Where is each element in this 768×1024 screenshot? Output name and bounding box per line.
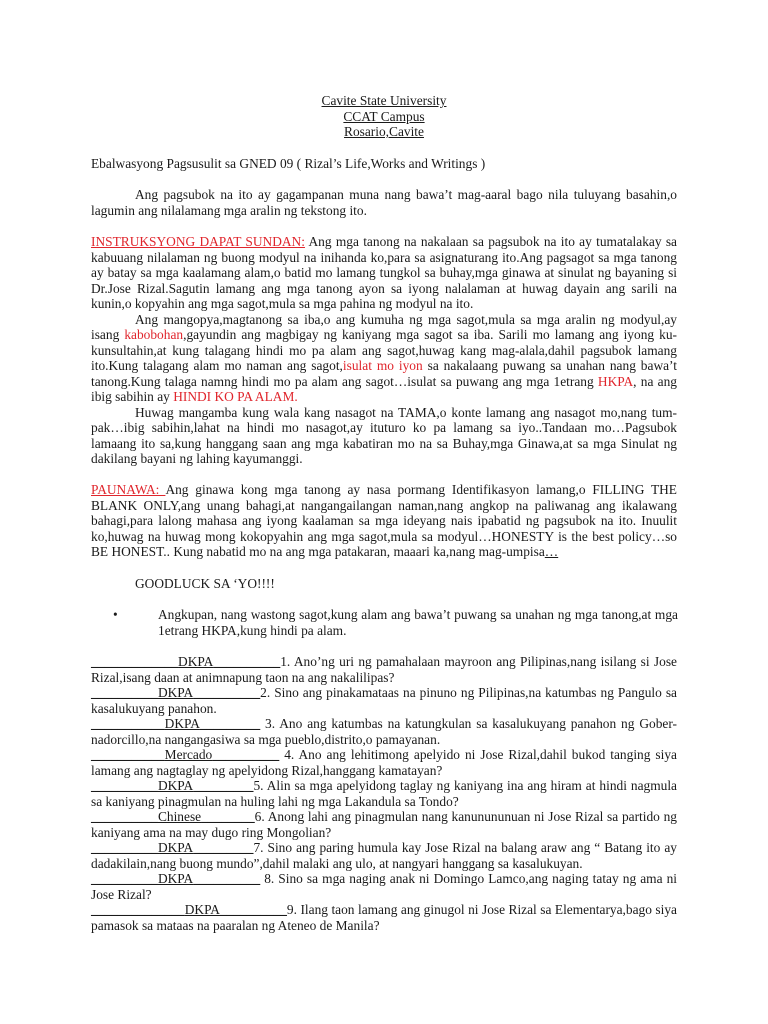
paunawa-ellipsis: … bbox=[544, 544, 559, 559]
instructions-paragraph-1 bbox=[91, 234, 677, 312]
answer-blank-trailing: _________ bbox=[199, 716, 261, 731]
question-text: 7. Sino ang paring humula kay Jose Rizal na balang araw ang “ Batang ito ay dadakilain,nang buong mundo”,dahil malaki ang ulo, at nangyari hanggang sa kasalukuyan. bbox=[91, 840, 677, 871]
answer-blank-trailing: __________ bbox=[212, 747, 280, 762]
instructions-text-2c: sa nakalaang puwang sa unahan nang bawa’t tanong.Kung talaga namng hindi mo pa alam ang sagot…isulat sa puwang ang mga 1etrang bbox=[91, 358, 677, 389]
campus-location: Rosario,Cavite bbox=[344, 124, 424, 139]
exam-title: Ebalwasyong Pagsusulit sa GNED 09 ( Rizal’s Life,Works and Writings ) bbox=[91, 156, 486, 171]
answer-field[interactable]: DKPA bbox=[157, 685, 194, 700]
answer-blank-leading: __________ bbox=[91, 840, 158, 855]
document-header bbox=[0, 93, 768, 140]
answer-field[interactable]: DKPA bbox=[164, 716, 200, 731]
question-text: 1. Ano’ng uri ng pamahalaan mayroon ang Pilipinas,nang isilang si Jose Rizal,isang daan at animnapung taon na ang nakalilipas? bbox=[91, 654, 677, 685]
question-item bbox=[91, 809, 677, 840]
paunawa-text: Ang ginawa kong mga tanong ay nasa pormang Identifikasyon lamang,o FILLING THE BLANK ONLY,ang unang bahagi,at nangangailangan naman,nang angkop na paliwanag ang ikalawang bahagi,para lalong mahasa ang iyong kaalaman sa mga ideyang nais ipabatid ng pagsubok na ito. Inuulit ko,huwag na huwag mong kokopyahin ang mga sagot,mula sa modyul…HONESTY is the best policy…so BE HONEST.. Kung nabatid mo na ang mga patakaran, maaari ka,nang mag-umpisa bbox=[91, 482, 677, 559]
answer-blank-trailing: ________ bbox=[201, 809, 255, 824]
question-item bbox=[91, 871, 677, 902]
answer-blank-leading: __________ bbox=[91, 871, 158, 886]
intro-paragraph bbox=[91, 187, 677, 218]
question-text: 5. Alin sa mga apelyidong taglay ng kaniyang ina ang hiram at hindi nagmula sa kaniyang pinagmulan na huling lahi ng mga Lakandula sa Tondo? bbox=[91, 778, 677, 809]
answer-field[interactable]: DKPA bbox=[157, 840, 194, 855]
answer-blank-trailing: __________ bbox=[213, 654, 281, 669]
answer-blank-leading: __________ bbox=[91, 685, 158, 700]
emphasis-kabobohan: kabobohan bbox=[124, 327, 184, 342]
answer-blank-trailing: __________ bbox=[193, 685, 261, 700]
answer-field[interactable]: DKPA bbox=[157, 778, 194, 793]
question-text: 4. Ano ang lehitimong apelyido ni Jose Rizal,dahil bukod tanging siya lamang ang nagtaglay ng apelyidong Rizal,hanggang kamatayan? bbox=[91, 747, 677, 778]
question-item bbox=[91, 840, 677, 871]
bullet-marker: • bbox=[113, 607, 118, 622]
answer-blank-leading: ___________ bbox=[91, 747, 165, 762]
answer-blank-leading: __________ bbox=[91, 809, 158, 824]
question-item bbox=[91, 716, 677, 747]
answer-blank-trailing: _________ bbox=[193, 840, 254, 855]
answer-blank-leading: ______________ bbox=[91, 902, 185, 917]
answer-field[interactable]: DKPA bbox=[178, 654, 214, 669]
bullet-instruction: Angkupan, nang wastong sagot,kung alam ang bawa’t puwang sa unahan ng mga tanong,at mga 1etrang HKPA,kung hindi pa alam. bbox=[158, 607, 678, 638]
instructions-paragraph-3 bbox=[91, 405, 677, 467]
instructions-section bbox=[91, 234, 677, 467]
goodluck-line: GOODLUCK SA ‘YO!!!! bbox=[135, 576, 275, 591]
question-text: 8. Sino sa mga naging anak ni Domingo Lamco,ang naging tatay ng ama ni Jose Rizal? bbox=[91, 871, 677, 902]
answer-field[interactable]: DKPA bbox=[184, 902, 220, 917]
instructions-text-3: Huwag mangamba kung wala kang nasagot na TAMA,o konte lamang ang nasagot mo,nang tum-pak…ibig sabihin,lahat na hindi mo nasagot,ay ituturo ko pa lamang sa iyo..Tandaan mo…Pagsubok lamaang ito sa,kung hanggang saan ang mga kabatiran mo na sa Buhay,mga Ginawa,at sa mga Sinulat ng dakilang bayani ng lahing kayumanggi. bbox=[91, 404, 677, 466]
university-name: Cavite State University bbox=[321, 93, 447, 108]
answer-field[interactable]: Mercado bbox=[164, 747, 213, 762]
instructions-paragraph-2 bbox=[91, 312, 677, 405]
answer-blank-leading: _____________ bbox=[91, 654, 179, 669]
question-text: 2. Sino ang pinakamataas na pinuno ng Pilipinas,na katumbas ng Pangulo sa kasalukuyang panahon. bbox=[91, 685, 677, 716]
answer-field[interactable]: DKPA bbox=[157, 871, 194, 886]
answer-blank-leading: ___________ bbox=[91, 716, 165, 731]
answer-blank-trailing: _________ bbox=[193, 778, 254, 793]
answer-blank-trailing: __________ bbox=[193, 871, 261, 886]
question-item bbox=[91, 747, 677, 778]
question-item bbox=[91, 654, 677, 685]
answer-blank-trailing: __________ bbox=[219, 902, 287, 917]
answer-field[interactable]: Chinese bbox=[157, 809, 202, 824]
instructions-text-2a: Ang mangopya,magtanong sa iba,o ang kumuha ng mga sagot,mula sa mga aralin ng modyul,ay isang bbox=[91, 311, 677, 342]
question-item bbox=[91, 778, 677, 809]
questions-list bbox=[91, 654, 677, 933]
instructions-label: INSTRUKSYONG DAPAT SUNDAN: bbox=[91, 234, 305, 249]
emphasis-hkpa: HKPA bbox=[597, 373, 634, 389]
paunawa-section bbox=[91, 482, 677, 560]
question-item bbox=[91, 685, 677, 716]
instructions-text-2b: ,gayundin ang magbigay ng kaniyang mga sagot sa iba. Sarili mo lamang ang iyong ku-kunsultahin,at kung talagang hindi mo pa alam ang sagot,huwag kang mag-alala,dahil pagsubok lamang ito.Kung talagang alam mo naman ang sagot, bbox=[91, 327, 677, 373]
emphasis-isulat: isulat mo iyon bbox=[342, 358, 423, 373]
instructions-text-2d: , na ang ibig sabihin ay bbox=[91, 373, 677, 404]
emphasis-hindi-ko-pa-alam: HINDI KO PA ALAM. bbox=[173, 389, 298, 404]
question-text: 3. Ano ang katumbas na katungkulan sa kasalukuyang panahon ng Gober-nadorcillo,na nangangasiwa sa mga pueblo,distrito,o pamayanan. bbox=[91, 716, 677, 747]
campus-name: CCAT Campus bbox=[343, 108, 425, 124]
question-text: 9. Ilang taon lamang ang ginugol ni Jose Rizal sa Elementarya,bago siya pamasok sa mataas na paaralan ng Ateneo de Manila? bbox=[91, 902, 677, 933]
instructions-text-1: Ang mga tanong na nakalaan sa pagsubok na ito ay tumatalakay sa kabuuang nilalaman ng buong modyul na inihanda ko,para sa asignaturang ito.Ang pagsagot sa mga tanong ay batay sa mga kaalamang alam,o batid mo lamang tungkol sa buhay,mga ginawa at sinulat ng bayaning si Dr.Jose Rizal.Sagutin lamang ang mga tanong ayon sa iyong nalalaman at huwag dayain ang sarili na kunin,o kopyahin ang mga sagot,mula sa mga pahina ng modyul na ito. bbox=[91, 234, 677, 311]
question-text: 6. Anong lahi ang pinagmulan nang kanunununuan ni Jose Rizal sa partido ng kaniyang ama na may dugo ring Mongolian? bbox=[91, 809, 677, 840]
paunawa-label: PAUNAWA: bbox=[91, 482, 166, 497]
question-item bbox=[91, 902, 677, 933]
intro-text: Ang pagsubok na ito ay gagampanan muna nang bawa’t mag-aaral bago nila tuluyang basahin,o lagumin ang nilalamang mga aralin ng tekstong ito. bbox=[91, 187, 677, 218]
answer-blank-leading: __________ bbox=[91, 778, 158, 793]
